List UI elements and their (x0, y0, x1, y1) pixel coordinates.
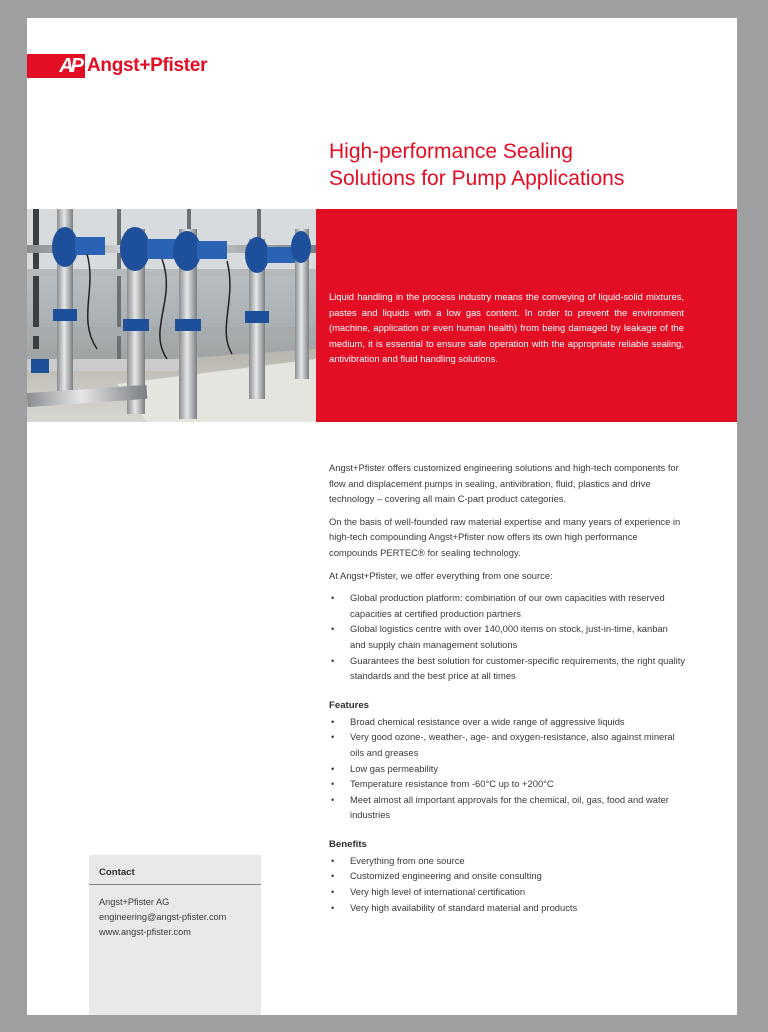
body-paragraph-2: On the basis of well-founded raw material expertise and many years of experience in high-tech compounding Angst+Pfister now offers its own high performance compounds PERTEC® for sealing technology. (329, 515, 681, 558)
offers-list (329, 590, 686, 684)
contact-details (89, 885, 261, 950)
contact-email[interactable]: engineering@angst-pfister.com (99, 912, 227, 922)
contact-company: Angst+Pfister AG (99, 897, 170, 907)
contact-website[interactable]: www.angst-pfister.com (99, 927, 191, 937)
body-paragraph-3: At Angst+Pfister, we offer everything from one source: (329, 569, 553, 581)
features-heading: Features (329, 699, 369, 711)
list-item: • Very good ozone-, weather-, age- and oxygen-resistance, also against mineral oils and greases (329, 729, 686, 760)
intro-panel (316, 209, 737, 422)
page-title (329, 138, 729, 192)
list-item: • Very high level of international certification (329, 884, 686, 900)
title-line-2: Solutions for Pump Applications (329, 167, 625, 190)
features-list (329, 714, 686, 823)
document-page (27, 18, 737, 1015)
contact-heading: Contact (89, 855, 261, 885)
benefits-list (329, 853, 686, 915)
logo-mark-text: AP (59, 55, 81, 77)
brand-logo (27, 54, 207, 78)
contact-box (89, 855, 261, 1015)
list-item: • Global logistics centre with over 140,000 items on stock, just-in-time, kanban and supply chain management solutions (329, 621, 686, 652)
pump-installation-photo (27, 209, 316, 422)
list-item: • Very high availability of standard material and products (329, 900, 686, 916)
title-line-1: High-performance Sealing (329, 140, 573, 163)
list-item: • Low gas permeability (329, 761, 686, 777)
list-item: • Meet almost all important approvals for the chemical, oil, gas, food and water industries (329, 792, 686, 823)
intro-text: Liquid handling in the process industry means the conveying of liquid-solid mixtures, pastes and liquids with a low gas content. In order to prevent the environment (machine, application or even human health) from being damaged by leakage of the medium, it is essential to ensure safe operation with the appropriate reliable sealing, antivibration and fluid handling solutions. (329, 291, 684, 365)
list-item: • Customized engineering and onsite consulting (329, 868, 686, 884)
pump-photo-illustration (27, 209, 316, 422)
body-paragraph-1: Angst+Pfister offers customized engineering solutions and high-tech components for flow and displacement pumps in sealing, antivibration, fluid, plastics and drive technology – covering all main C-part product categories. (329, 462, 679, 505)
list-item: • Everything from one source (329, 853, 686, 869)
benefits-heading: Benefits (329, 838, 367, 850)
list-item: • Broad chemical resistance over a wide range of aggressive liquids (329, 714, 686, 730)
logo-name: Angst+Pfister (87, 55, 208, 76)
main-content (329, 460, 686, 924)
logo-mark (27, 54, 85, 78)
list-item: • Global production platform: combination of our own capacities with reserved capacities at certified production partners (329, 590, 686, 621)
list-item: • Guarantees the best solution for customer-specific requirements, the right quality standards and the best price at all times (329, 653, 686, 684)
list-item: • Temperature resistance from -60°C up to +200°C (329, 776, 686, 792)
